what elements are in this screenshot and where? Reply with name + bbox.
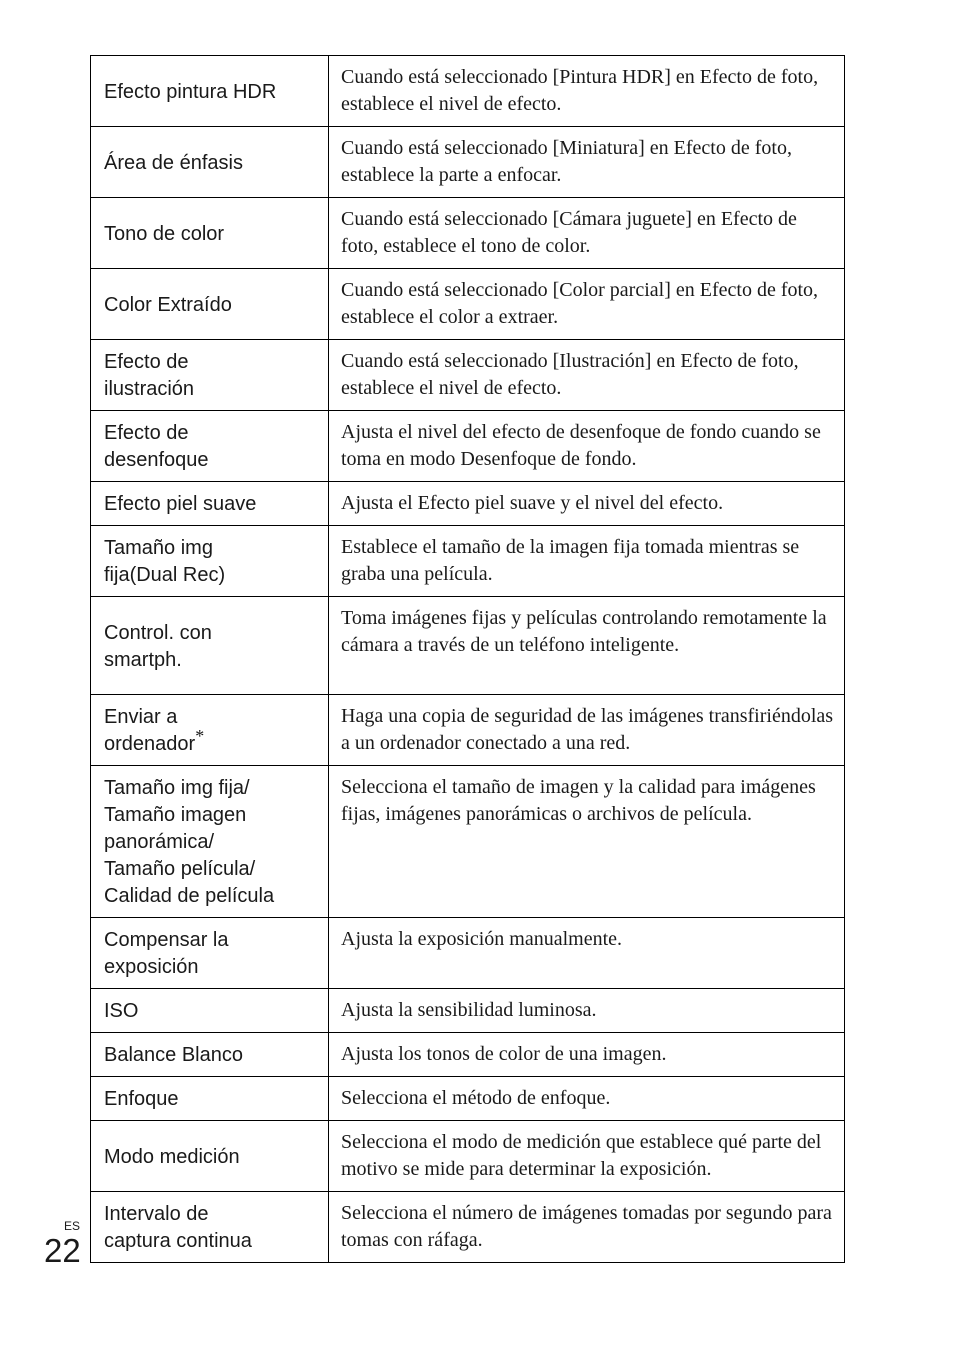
setting-name-line [104, 376, 322, 403]
setting-name-cell [91, 597, 329, 695]
setting-description: Cuando está seleccionado [Color parcial] en Efecto de foto, establece el color a extraer. [329, 269, 845, 340]
setting-name-cell [91, 766, 329, 918]
setting-name-text: ordenador [104, 733, 196, 755]
setting-description: Ajusta la sensibilidad luminosa. [329, 989, 845, 1033]
table-row [91, 482, 845, 526]
table-row [91, 526, 845, 597]
setting-name-line [104, 491, 322, 518]
setting-name-line [104, 620, 322, 647]
setting-name-line [104, 775, 322, 802]
setting-name-text: Enviar a [104, 706, 178, 728]
setting-name-line [104, 150, 322, 177]
setting-name-text: Calidad de película [104, 885, 275, 907]
table-row [91, 1077, 845, 1121]
setting-name-text: desenfoque [104, 449, 209, 471]
setting-description: Cuando está seleccionado [Pintura HDR] en Efecto de foto, establece el nivel de efecto. [329, 56, 845, 127]
setting-name-line [104, 829, 322, 856]
table-row [91, 1192, 845, 1263]
setting-name-text: Modo medición [104, 1146, 240, 1168]
table-row [91, 56, 845, 127]
setting-description: Ajusta el Efecto piel suave y el nivel del efecto. [329, 482, 845, 526]
table-row [91, 1033, 845, 1077]
setting-description: Selecciona el tamaño de imagen y la calidad para imágenes fijas, imágenes panorámicas o archivos de película. [329, 766, 845, 918]
setting-description: Ajusta los tonos de color de una imagen. [329, 1033, 845, 1077]
setting-name-cell [91, 526, 329, 597]
table-row [91, 918, 845, 989]
setting-name-line [104, 447, 322, 474]
setting-name-text: Compensar la [104, 929, 229, 951]
table-row [91, 1121, 845, 1192]
table-row [91, 766, 845, 918]
setting-name-text: Enfoque [104, 1088, 179, 1110]
setting-name-line [104, 221, 322, 248]
setting-name-line [104, 79, 322, 106]
table-row [91, 198, 845, 269]
setting-name-line [104, 535, 322, 562]
setting-name-line [104, 998, 322, 1025]
page-language-label: ES [64, 1219, 81, 1233]
setting-name-line [104, 1042, 322, 1069]
setting-name-line [104, 927, 322, 954]
setting-name-text: captura continua [104, 1230, 252, 1252]
setting-name-text: Efecto piel suave [104, 493, 257, 515]
table-row [91, 411, 845, 482]
setting-name-line [104, 883, 322, 910]
setting-name-line [104, 802, 322, 829]
setting-name-cell [91, 198, 329, 269]
setting-description: Haga una copia de seguridad de las imágenes transfiriéndolas a un ordenador conectado a una red. [329, 695, 845, 766]
setting-name-text: Color Extraído [104, 294, 232, 316]
setting-name-line [104, 349, 322, 376]
setting-name-cell [91, 56, 329, 127]
setting-name-cell [91, 1121, 329, 1192]
setting-name-text: Intervalo de [104, 1203, 209, 1225]
setting-name-text: Balance Blanco [104, 1044, 243, 1066]
setting-name-line [104, 420, 322, 447]
setting-name-line [104, 647, 322, 674]
setting-name-text: Tamaño película/ [104, 858, 256, 880]
setting-name-cell [91, 695, 329, 766]
setting-description: Selecciona el modo de medición que establece qué parte del motivo se mide para determinar la exposición. [329, 1121, 845, 1192]
setting-name-cell [91, 269, 329, 340]
setting-description: Establece el tamaño de la imagen fija tomada mientras se graba una película. [329, 526, 845, 597]
setting-name-cell [91, 1192, 329, 1263]
setting-name-line [104, 954, 322, 981]
table-row [91, 989, 845, 1033]
setting-name-text: exposición [104, 956, 199, 978]
setting-name-text: Tono de color [104, 223, 225, 245]
setting-name-line [104, 562, 322, 589]
table-row [91, 597, 845, 695]
setting-name-text: fija(Dual Rec) [104, 564, 226, 586]
table-row [91, 269, 845, 340]
setting-name-line [104, 292, 322, 319]
setting-name-text: Efecto pintura HDR [104, 81, 277, 103]
setting-description: Cuando está seleccionado [Miniatura] en Efecto de foto, establece la parte a enfocar. [329, 127, 845, 198]
setting-name-line [104, 704, 322, 731]
setting-name-cell [91, 1077, 329, 1121]
setting-name-text: smartph. [104, 649, 182, 671]
setting-name-cell [91, 989, 329, 1033]
setting-name-text: Tamaño imagen [104, 804, 247, 826]
setting-description: Toma imágenes fijas y películas controlando remotamente la cámara a través de un teléfono inteligente. [329, 597, 845, 695]
setting-name-text: Efecto de [104, 351, 189, 373]
setting-description: Selecciona el método de enfoque. [329, 1077, 845, 1121]
setting-name-line [104, 1144, 322, 1171]
setting-name-cell [91, 918, 329, 989]
table-row [91, 340, 845, 411]
setting-name-cell [91, 127, 329, 198]
setting-name-cell [91, 340, 329, 411]
setting-name-text: panorámica/ [104, 831, 215, 853]
setting-name-text: Tamaño img [104, 537, 213, 559]
setting-name-cell [91, 1033, 329, 1077]
table-row [91, 127, 845, 198]
setting-description: Selecciona el número de imágenes tomadas por segundo para tomas con ráfaga. [329, 1192, 845, 1263]
setting-name-text: Tamaño img fija/ [104, 777, 250, 799]
settings-table-body [91, 56, 845, 1263]
setting-name-text: ilustración [104, 378, 195, 400]
setting-name-text: Control. con [104, 622, 212, 644]
setting-name-cell [91, 482, 329, 526]
setting-name-line [104, 1086, 322, 1113]
page-number: 22 [44, 1232, 81, 1269]
setting-description: Ajusta la exposición manualmente. [329, 918, 845, 989]
setting-name-line [104, 726, 322, 758]
setting-name-line [104, 1228, 322, 1255]
table-row [91, 695, 845, 766]
setting-name-text: Área de énfasis [104, 152, 243, 174]
settings-table [90, 55, 845, 1263]
setting-description: Ajusta el nivel del efecto de desenfoque de fondo cuando se toma en modo Desenfoque de fondo. [329, 411, 845, 482]
setting-name-text: ISO [104, 1000, 139, 1022]
setting-name-line [104, 856, 322, 883]
footnote-marker: * [195, 726, 205, 746]
setting-description: Cuando está seleccionado [Cámara juguete] en Efecto de foto, establece el tono de color. [329, 198, 845, 269]
setting-description: Cuando está seleccionado [Ilustración] en Efecto de foto, establece el nivel de efecto. [329, 340, 845, 411]
setting-name-cell [91, 411, 329, 482]
setting-name-text: Efecto de [104, 422, 189, 444]
setting-name-line [104, 1201, 322, 1228]
